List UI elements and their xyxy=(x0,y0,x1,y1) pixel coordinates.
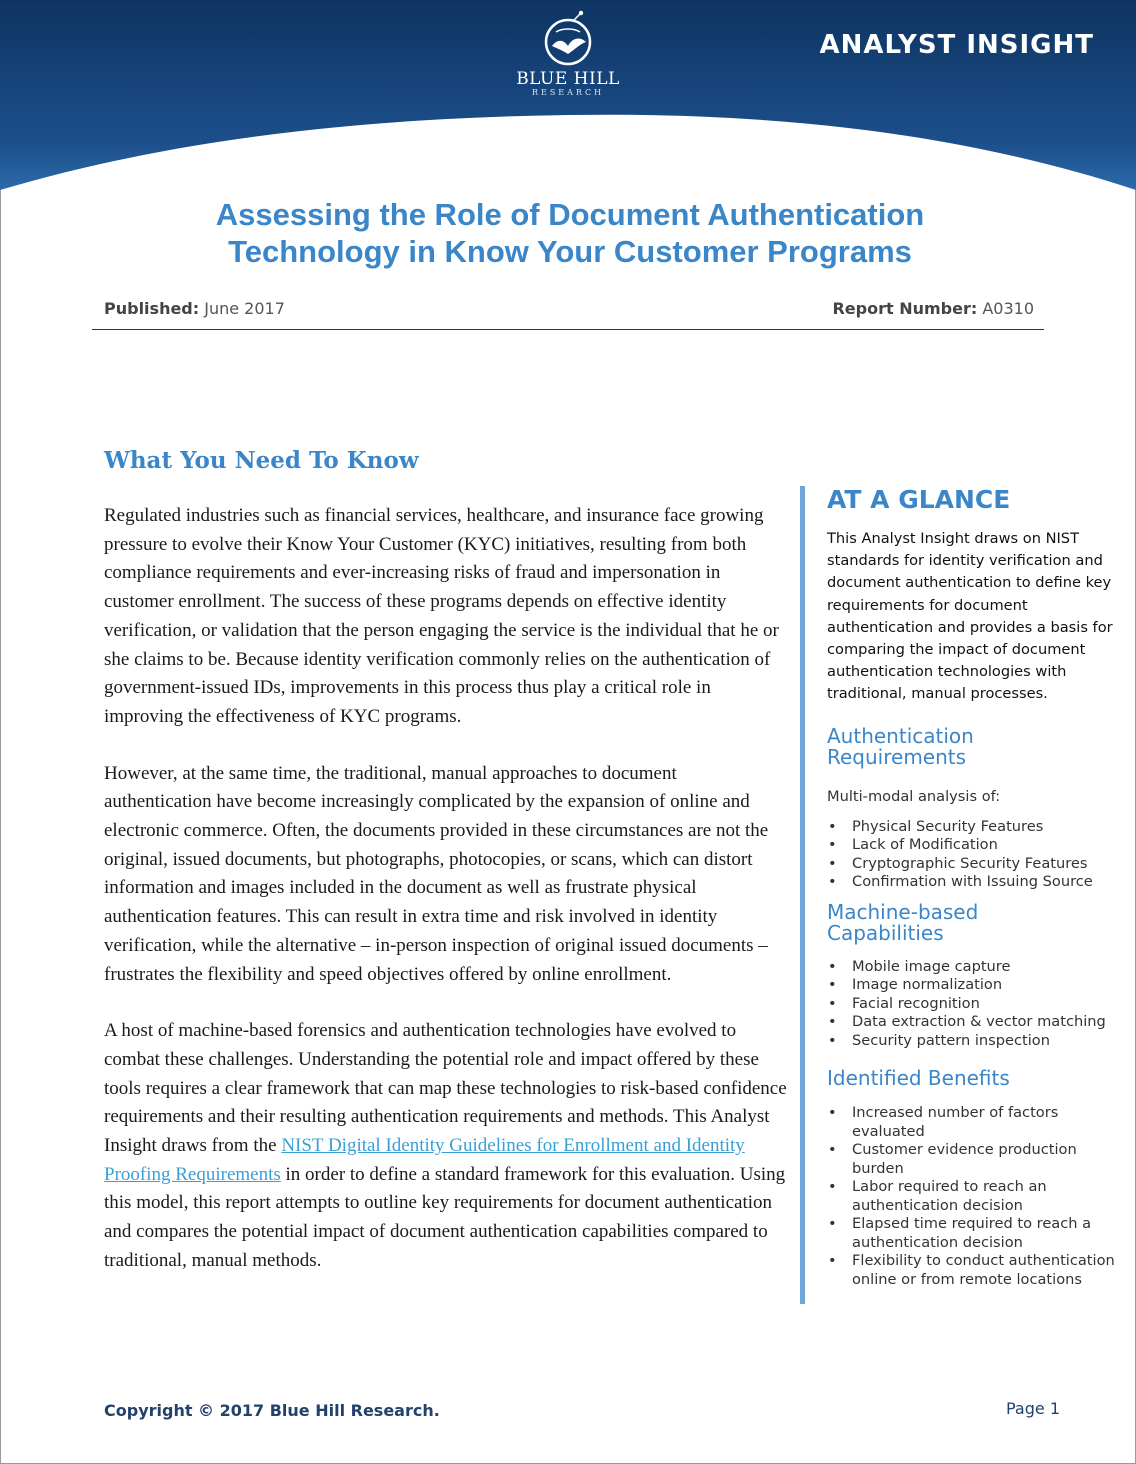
meta-divider xyxy=(92,329,1044,330)
list-item: • Lack of Modification xyxy=(827,836,1123,855)
identified-benefits-list xyxy=(827,1104,1123,1289)
body-paragraph-3-start: A host of machine-based forensics and authentication technologies have evolved to combat these challenges. Understanding the potential role and impact offered by these tools requires a clear framework that can map these technologies to risk-based confidence requirements and their resulting authentication requirements and methods. This Analyst Insight draws from the xyxy=(104,1020,787,1157)
nist-guidelines-link[interactable]: NIST Digital Identity Guidelines for Enrollment and Identity Proofing Requirements xyxy=(104,1135,745,1185)
list-item: • Facial recognition xyxy=(827,995,1123,1014)
report-meta xyxy=(104,299,1034,323)
authentication-requirements-heading xyxy=(827,723,1123,769)
list-item: • Customer evidence production burden xyxy=(827,1141,1123,1178)
list-item: • Flexibility to conduct authentication online or from remote locations xyxy=(827,1252,1123,1289)
report-number xyxy=(832,299,1034,318)
identified-benefits-heading: Identified Benefits xyxy=(827,1066,1010,1091)
logo-subtitle: RESEARCH xyxy=(531,88,605,97)
list-item: • Security pattern inspection xyxy=(827,1032,1123,1051)
globe-eagle-icon xyxy=(540,10,596,68)
authentication-requirements-list xyxy=(827,818,1123,892)
report-title xyxy=(150,196,990,270)
list-item: • Data extraction & vector matching xyxy=(827,1013,1123,1032)
analyst-insight-badge: ANALYST INSIGHT xyxy=(819,30,1094,60)
at-a-glance-title: AT A GLANCE xyxy=(827,485,1011,514)
body-paragraph-3 xyxy=(104,1017,788,1275)
list-item: • Confirmation with Issuing Source xyxy=(827,873,1123,892)
auth-heading-line-1: Authentication xyxy=(827,723,974,748)
list-item: • Cryptographic Security Features xyxy=(827,855,1123,874)
at-a-glance-sidebar xyxy=(800,486,1126,1304)
auth-heading-line-2: Requirements xyxy=(827,744,967,769)
report-number-value: A0310 xyxy=(977,299,1034,318)
at-a-glance-intro: This Analyst Insight draws on NIST standards for identity verification and document authentication to define key requirements for document authentication and provides a basis for comparing the impact of document authentication technologies with traditional, manual processes. xyxy=(827,530,1113,703)
body-paragraph-3-end: in order to define a standard framework for this evaluation. Using this model, this report attempts to outline key requirements for document authentication and compares the potential impact of document authentication capabilities compared to traditional, manual methods. xyxy=(104,1163,786,1271)
machine-heading-line-1: Machine-based xyxy=(827,899,979,924)
published-date xyxy=(104,299,285,318)
machine-capabilities-list xyxy=(827,958,1123,1051)
logo-name: BLUE HILL xyxy=(516,69,620,89)
list-item: • Mobile image capture xyxy=(827,958,1123,977)
body-paragraph-2: However, at the same time, the traditional, manual approaches to document authentication have become increasingly complicated by the expansion of online and electronic commerce. Often, the documents provided in these circumstances are not the original, issued documents, but photographs, photocopies, or scans, which can distort information and images included in the document as well as frustrate physical authentication features. This can result in extra time and risk involved in identity verification, while the alternative – in-person inspection of original issued documents – frustrates the flexibility and speed objectives offered by online enrollment. xyxy=(104,762,769,985)
list-item: • Image normalization xyxy=(827,976,1123,995)
list-item: • Labor required to reach an authentication decision xyxy=(827,1178,1123,1215)
blue-hill-logo xyxy=(498,10,638,102)
main-body xyxy=(104,502,788,1304)
report-title-line-1: Assessing the Role of Document Authentication xyxy=(215,197,925,232)
section-heading: What You Need To Know xyxy=(104,447,419,474)
machine-heading-line-2: Capabilities xyxy=(827,920,944,945)
body-paragraph-1: Regulated industries such as financial services, healthcare, and insurance face growing pressure to evolve their Know Your Customer (KYC) initiatives, resulting from both compliance requirements and ever-increasing risks of fraud and impersonation in customer enrollment. The success of these programs depends on effective identity verification, or validation that the person engaging the service is the individual that he or she claims to be. Because identity verification commonly relies on the authentication of government-issued IDs, improvements in this process thus play a critical role in improving the effectiveness of KYC programs. xyxy=(104,505,779,727)
published-value: June 2017 xyxy=(199,299,285,318)
report-title-line-2: Technology in Know Your Customer Programs xyxy=(228,234,912,269)
report-number-label: Report Number: xyxy=(832,299,978,318)
published-label: Published: xyxy=(104,299,200,318)
list-item: • Physical Security Features xyxy=(827,818,1123,837)
list-item: • Elapsed time required to reach a authentication decision xyxy=(827,1215,1123,1252)
footer-copyright: Copyright © 2017 Blue Hill Research. xyxy=(104,1401,440,1420)
list-item: • Increased number of factors evaluated xyxy=(827,1104,1123,1141)
page-number: Page 1 xyxy=(1006,1399,1060,1418)
sidebar-accent-bar xyxy=(800,486,805,1304)
sidebar-content xyxy=(827,486,1123,1289)
authentication-requirements-intro: Multi-modal analysis of: xyxy=(827,787,1001,805)
machine-capabilities-heading xyxy=(827,899,1123,945)
